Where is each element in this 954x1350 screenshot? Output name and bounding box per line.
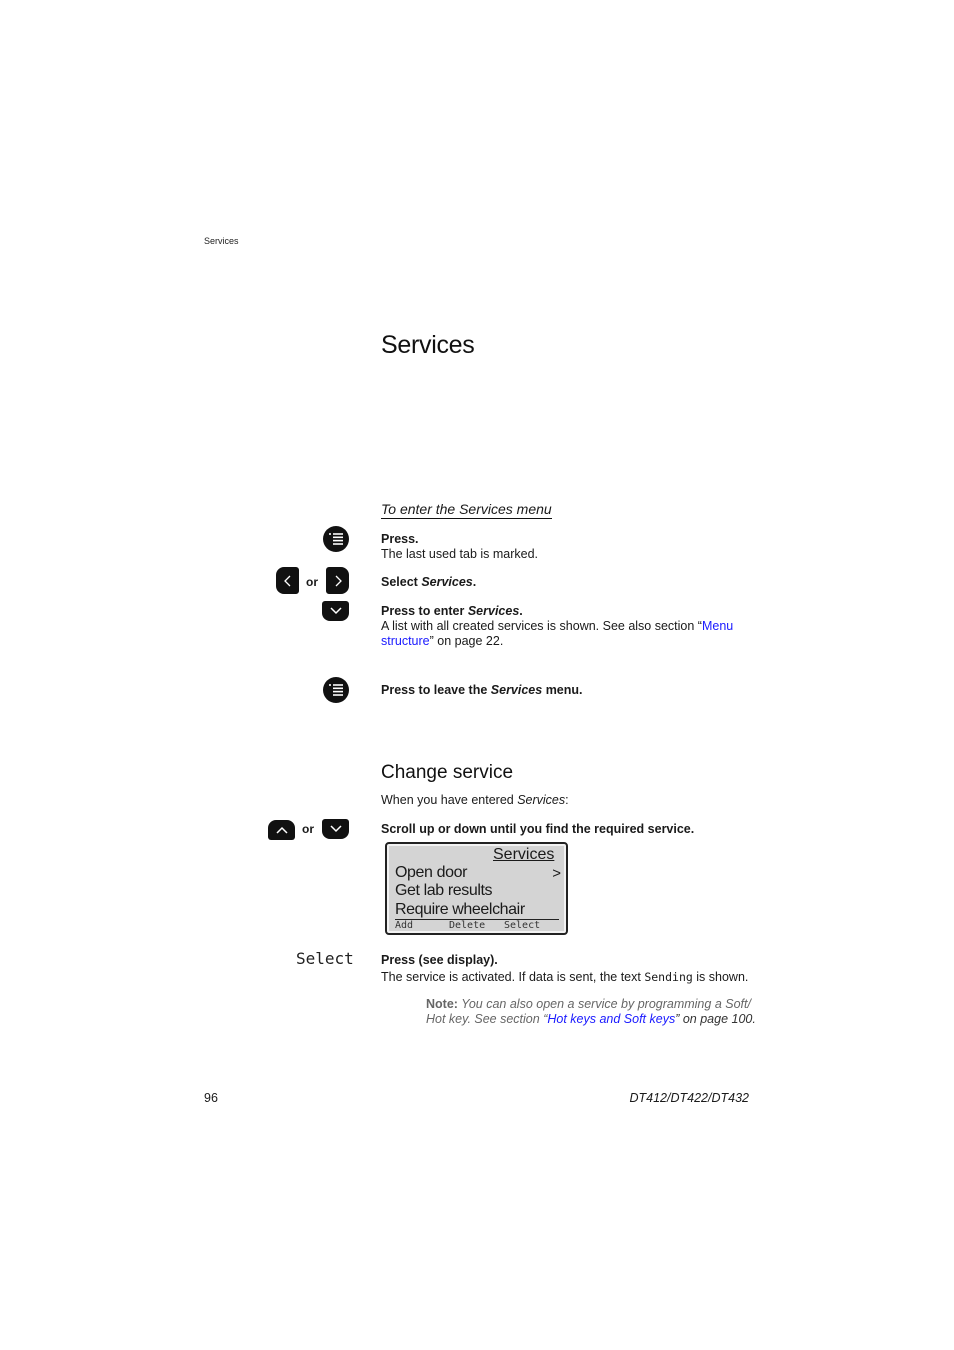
menu-structure-link-cont[interactable]: structure xyxy=(381,634,430,648)
note-block: Note: You can also open a service by programming a Soft/ Hot key. See section “Hot keys and Soft keys” on page 100. xyxy=(426,997,756,1026)
display-row-lab-results: Get lab results xyxy=(395,882,493,899)
menu-key-icon xyxy=(323,526,349,552)
page-title: Services xyxy=(381,331,475,359)
softkey-add: Add xyxy=(395,920,414,931)
enter-menu-heading: To enter the Services menu xyxy=(381,501,552,517)
down-arrow-key-icon-scroll xyxy=(322,819,349,839)
step-select: Press (see display). The service is activated. If data is sent, the text Sending is shown. xyxy=(381,953,749,984)
down-arrow-key-icon xyxy=(322,601,349,621)
page-number: 96 xyxy=(204,1091,218,1105)
softkey-select: Select xyxy=(504,920,541,931)
model-name: DT412/DT422/DT432 xyxy=(629,1091,749,1105)
or-label: or xyxy=(306,575,318,589)
or-label-scroll: or xyxy=(302,822,314,836)
menu-structure-link[interactable]: Menu xyxy=(701,619,734,633)
change-service-heading: Change service xyxy=(381,762,514,783)
select-softkey-label: Select xyxy=(296,949,354,968)
running-header: Services xyxy=(204,236,239,246)
menu-key-icon-leave xyxy=(323,677,349,703)
right-arrow-key-icon xyxy=(326,567,349,594)
step-leave-services: Press to leave the Services menu. xyxy=(381,683,583,697)
display-arrow: > xyxy=(552,865,561,882)
phone-display xyxy=(385,842,568,935)
scroll-instruction: Scroll up or down until you find the required service. xyxy=(381,822,695,836)
display-row-wheelchair: Require wheelchair xyxy=(395,901,559,920)
step-select-services: Select Services. xyxy=(381,575,477,589)
hot-soft-keys-link[interactable]: Hot keys and Soft keys xyxy=(547,1012,676,1026)
display-row-open-door: Open door xyxy=(395,864,468,881)
step-press-detail: The last used tab is marked. xyxy=(381,547,539,561)
up-arrow-key-icon xyxy=(268,820,295,840)
step-press xyxy=(381,532,538,562)
change-service-intro: When you have entered Services: xyxy=(381,793,569,807)
step-press-action: Press. xyxy=(381,532,419,546)
left-arrow-key-icon xyxy=(276,567,299,594)
display-title: Services xyxy=(493,846,555,863)
step-enter-services: Press to enter Services. A list with all created services is shown. See also section “Menu structure” on page 22. xyxy=(381,604,734,648)
softkey-delete: Delete xyxy=(449,920,486,931)
